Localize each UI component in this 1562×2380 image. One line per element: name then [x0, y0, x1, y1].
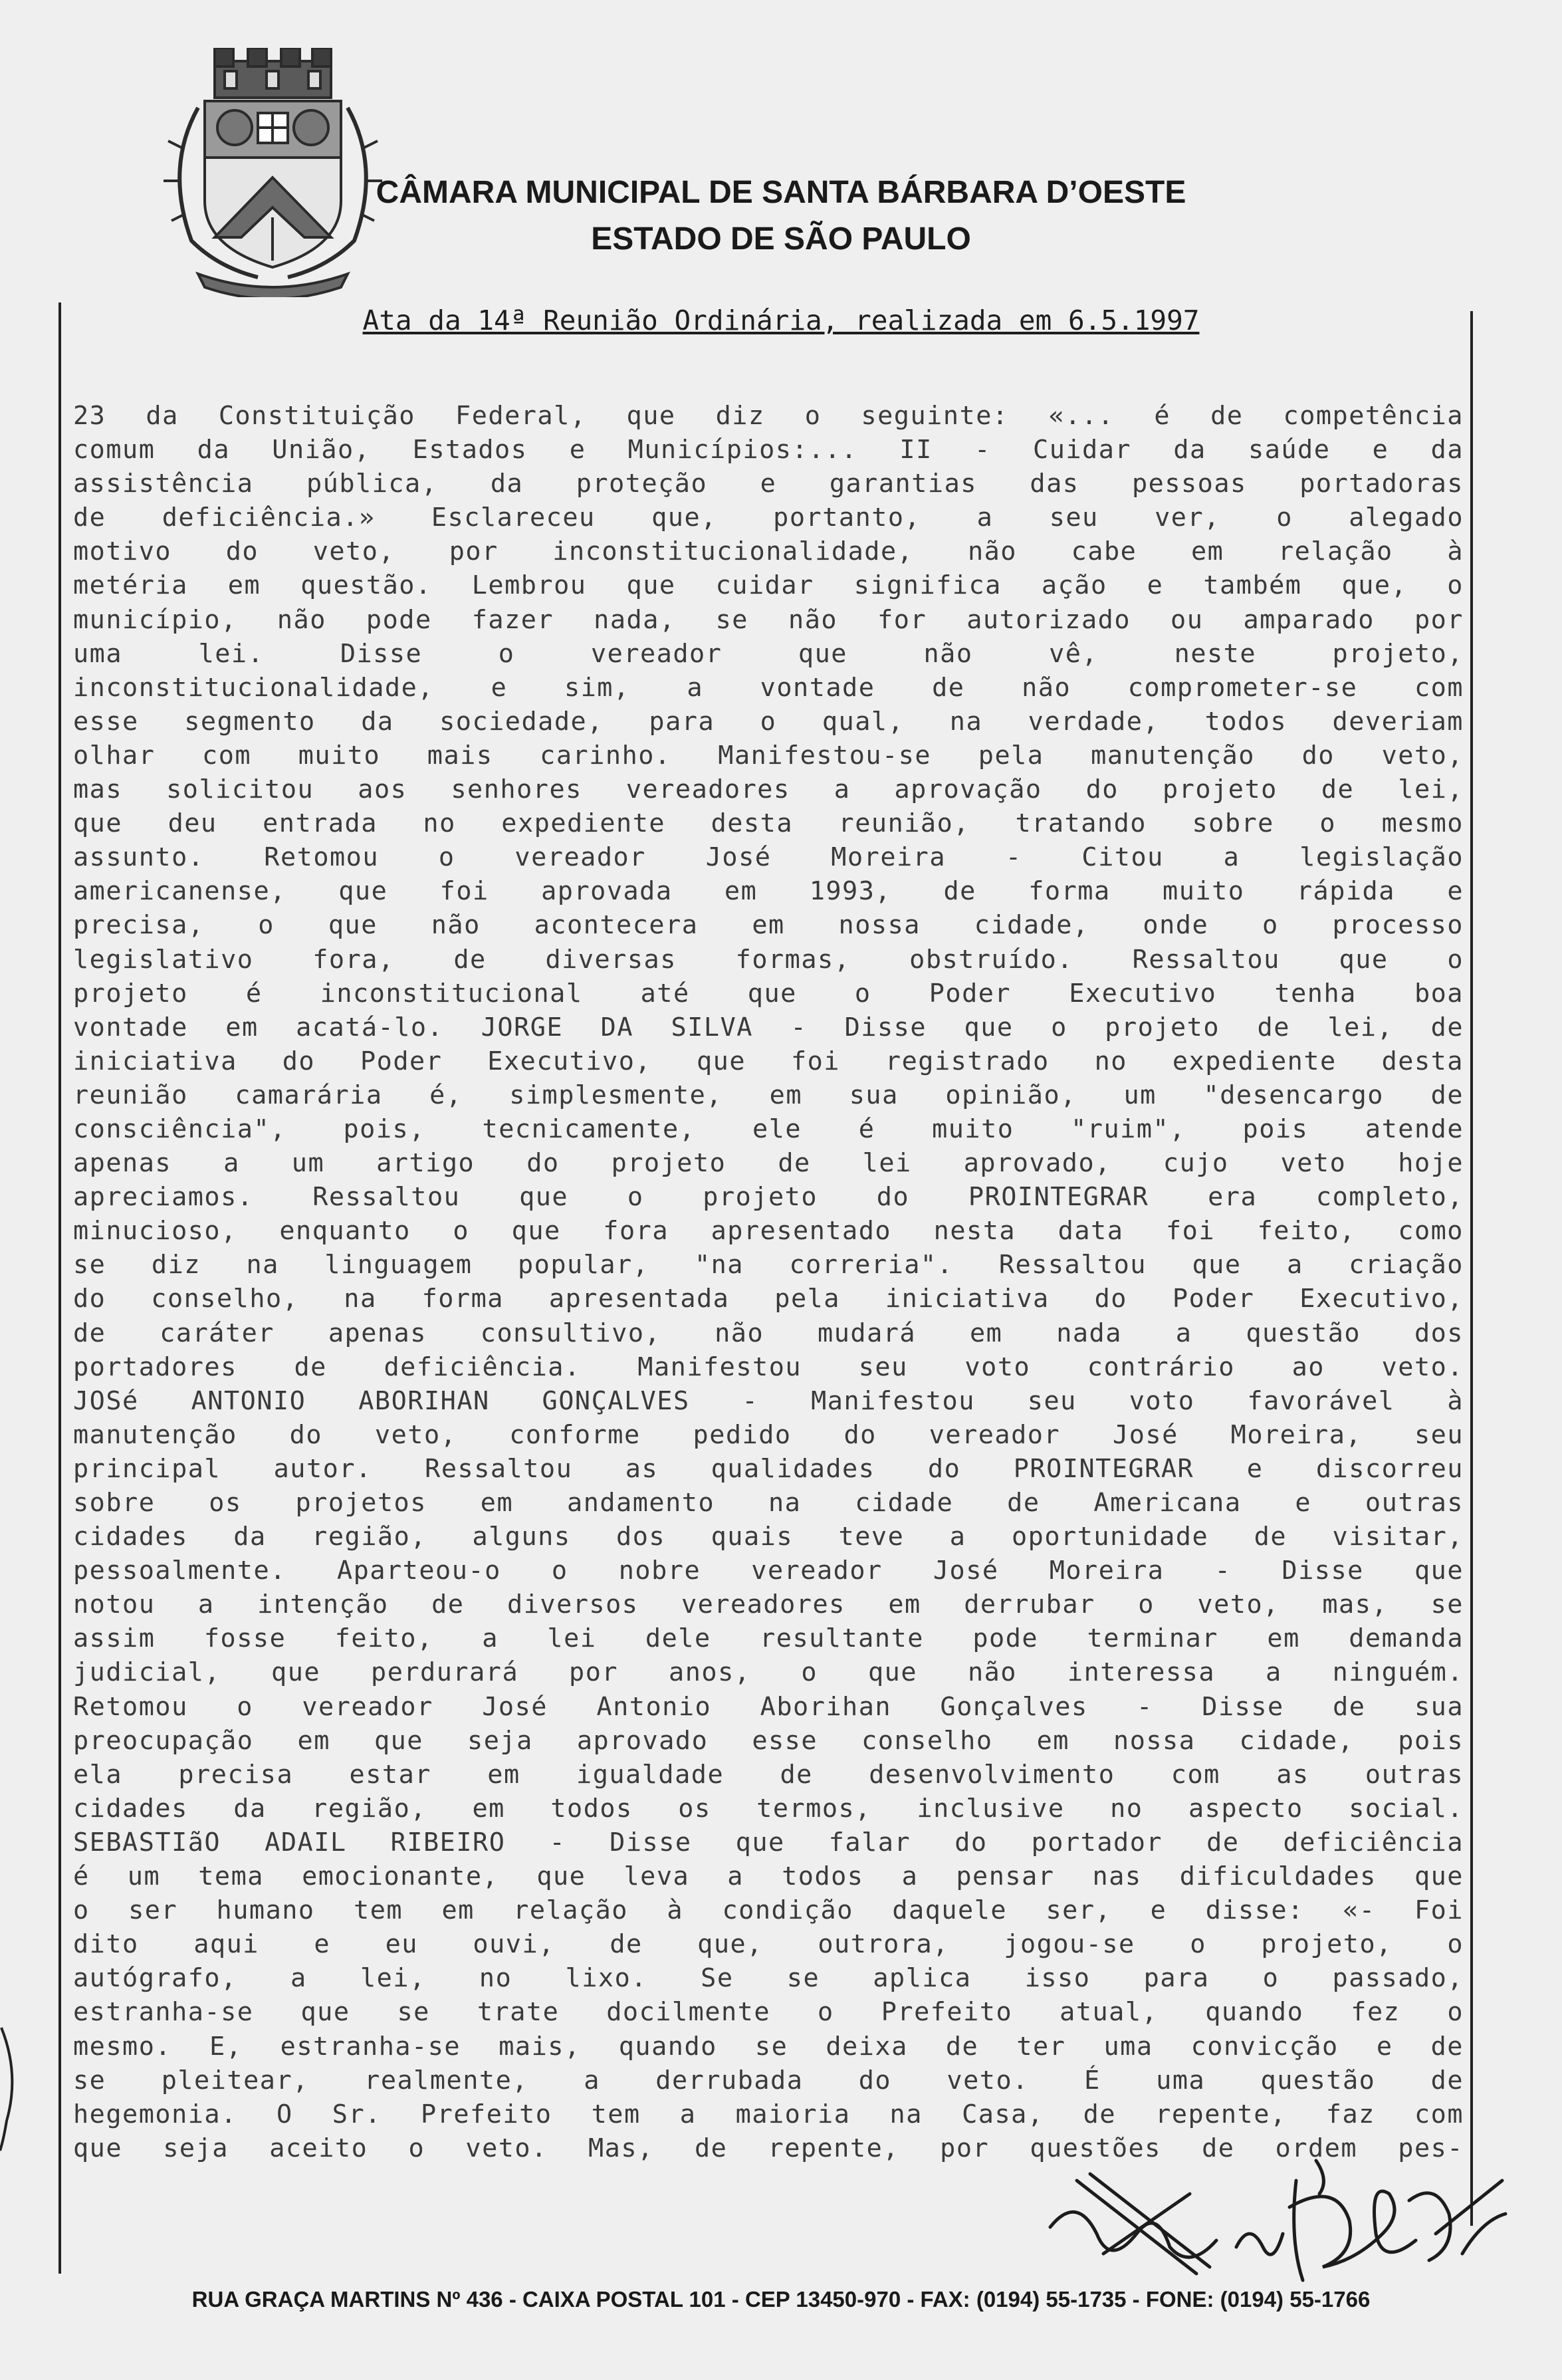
- right-margin-rule: [1470, 311, 1473, 2226]
- state-name: ESTADO DE SÃO PAULO: [591, 221, 971, 257]
- body-line: estranha-se que se trate docilmente o Prefeito atual, quando fez o: [73, 1997, 1464, 2028]
- body-line: manutenção do veto, conforme pedido do vereador José Moreira, seu: [73, 1419, 1464, 1450]
- body-line: se diz na linguagem popular, "na correria". Ressaltou que a criação: [73, 1250, 1464, 1280]
- body-line: cidades da região, em todos os termos, inclusive no aspecto social.: [73, 1793, 1464, 1824]
- body-line: metéria em questão. Lembrou que cuidar significa ação e também que, o: [73, 570, 1464, 601]
- body-line: que deu entrada no expediente desta reunião, tratando sobre o mesmo: [73, 808, 1464, 839]
- body-line: projeto é inconstitucional até que o Poder Executivo tenha boa: [73, 978, 1464, 1009]
- body-line: município, não pode fazer nada, se não for autorizado ou amparado por: [73, 604, 1464, 635]
- footer-address: RUA GRAÇA MARTINS Nº 436 - CAIXA POSTAL 101 - CEP 13450-970 - FAX: (0194) 55-1735 - FONE: (0194) 55-1766: [191, 2287, 1371, 2312]
- coat-of-arms-emblem: [152, 48, 394, 297]
- body-line: consciência", pois, tecnicamente, ele é muito "ruim", pois atende: [73, 1114, 1464, 1144]
- body-line: principal autor. Ressaltou as qualidades do PROINTEGRAR e discorreu: [73, 1453, 1464, 1484]
- body-line: que seja aceito o veto. Mas, de repente, por questões de ordem pes-: [73, 2133, 1464, 2163]
- body-line: ela precisa estar em igualdade de desenvolvimento com as outras: [73, 1759, 1464, 1790]
- body-line: minucioso, enquanto o que fora apresentado nesta data foi feito, como: [73, 1216, 1464, 1247]
- body-line: mas solicitou aos senhores vereadores a aprovação do projeto de lei,: [73, 774, 1464, 805]
- body-line: esse segmento da sociedade, para o qual, na verdade, todos deveriam: [73, 706, 1464, 737]
- body-line: do conselho, na forma apresentada pela iniciativa do Poder Executivo,: [73, 1284, 1464, 1314]
- body-line: inconstitucionalidade, e sim, a vontade de não comprometer-se com: [73, 672, 1464, 703]
- body-line: se pleitear, realmente, a derrubada do veto. É uma questão de: [73, 2065, 1464, 2095]
- body-line: iniciativa do Poder Executivo, que foi registrado no expediente desta: [73, 1046, 1464, 1076]
- body-line: hegemonia. O Sr. Prefeito tem a maioria na Casa, de repente, faz com: [73, 2099, 1464, 2129]
- body-line: é um tema emocionante, que leva a todos a pensar nas dificuldades que: [73, 1861, 1464, 1892]
- body-line: vontade em acatá-lo. JORGE DA SILVA - Disse que o projeto de lei, de: [73, 1012, 1464, 1042]
- body-line: portadores de deficiência. Manifestou seu voto contrário ao veto.: [73, 1352, 1464, 1382]
- left-margin-rule: [58, 302, 61, 2274]
- body-line: o ser humano tem em relação à condição daquele ser, e disse: «- Foi: [73, 1895, 1464, 1926]
- body-line: de caráter apenas consultivo, não mudará em nada a questão dos: [73, 1318, 1464, 1348]
- body-line: assim fosse feito, a lei dele resultante pode terminar em demanda: [73, 1623, 1464, 1654]
- body-line: SEBASTIãO ADAIL RIBEIRO - Disse que falar do portador de deficiência: [73, 1827, 1464, 1857]
- institution-name: CÂMARA MUNICIPAL DE SANTA BÁRBARA D’OESTE: [376, 175, 1186, 210]
- body-line: pessoalmente. Aparteou-o o nobre vereador José Moreira - Disse que: [73, 1556, 1464, 1586]
- body-line: apenas a um artigo do projeto de lei aprovado, cujo veto hoje: [73, 1148, 1464, 1179]
- body-line: de deficiência.» Esclareceu que, portanto, a seu ver, o alegado: [73, 503, 1464, 533]
- body-line: preocupação em que seja aprovado esse conselho em nossa cidade, pois: [73, 1725, 1464, 1756]
- body-line: reunião camarária é, simplesmente, em sua opinião, um "desencargo de: [73, 1080, 1464, 1110]
- margin-ink-mark: [0, 2021, 27, 2154]
- body-line: Retomou o vereador José Antonio Aborihan Gonçalves - Disse de sua: [73, 1691, 1464, 1722]
- body-line: assunto. Retomou o vereador José Moreira - Citou a legislação: [73, 842, 1464, 873]
- body-line: sobre os projetos em andamento na cidade de Americana e outras: [73, 1488, 1464, 1518]
- body-line: precisa, o que não acontecera em nossa cidade, onde o processo: [73, 910, 1464, 941]
- body-line: autógrafo, a lei, no lixo. Se se aplica isso para o passado,: [73, 1963, 1464, 1994]
- body-line: dito aqui e eu ouvi, de que, outrora, jogou-se o projeto, o: [73, 1929, 1464, 1960]
- body-line: legislativo fora, de diversas formas, obstruído. Ressaltou que o: [73, 944, 1464, 975]
- body-line: americanense, que foi aprovada em 1993, de forma muito rápida e: [73, 876, 1464, 907]
- body-line: assistência pública, da proteção e garantias das pessoas portadoras: [73, 469, 1464, 499]
- body-line: notou a intenção de diversos vereadores em derrubar o veto, mas, se: [73, 1590, 1464, 1620]
- body-line: apreciamos. Ressaltou que o projeto do PROINTEGRAR era completo,: [73, 1182, 1464, 1213]
- handwritten-signature: [1037, 2154, 1515, 2300]
- body-line: 23 da Constituição Federal, que diz o seguinte: «... é de competência: [73, 401, 1464, 431]
- body-line: judicial, que perdurará por anos, o que não interessa a ninguém.: [73, 1657, 1464, 1688]
- minutes-body: [73, 399, 1464, 2165]
- body-line: uma lei. Disse o vereador que não vê, neste projeto,: [73, 638, 1464, 669]
- body-line: comum da União, Estados e Municípios:... II - Cuidar da saúde e da: [73, 435, 1464, 465]
- body-line: olhar com muito mais carinho. Manifestou-se pela manutenção do veto,: [73, 740, 1464, 771]
- body-line: JOSé ANTONIO ABORIHAN GONÇALVES - Manifestou seu voto favorável à: [73, 1385, 1464, 1416]
- minutes-title: Ata da 14ª Reunião Ordinária, realizada em 6.5.1997: [362, 304, 1200, 336]
- body-line: motivo do veto, por inconstitucionalidade, não cabe em relação à: [73, 536, 1464, 567]
- body-line: mesmo. E, estranha-se mais, quando se deixa de ter uma convicção e de: [73, 2031, 1464, 2062]
- body-line: cidades da região, alguns dos quais teve a oportunidade de visitar,: [73, 1522, 1464, 1552]
